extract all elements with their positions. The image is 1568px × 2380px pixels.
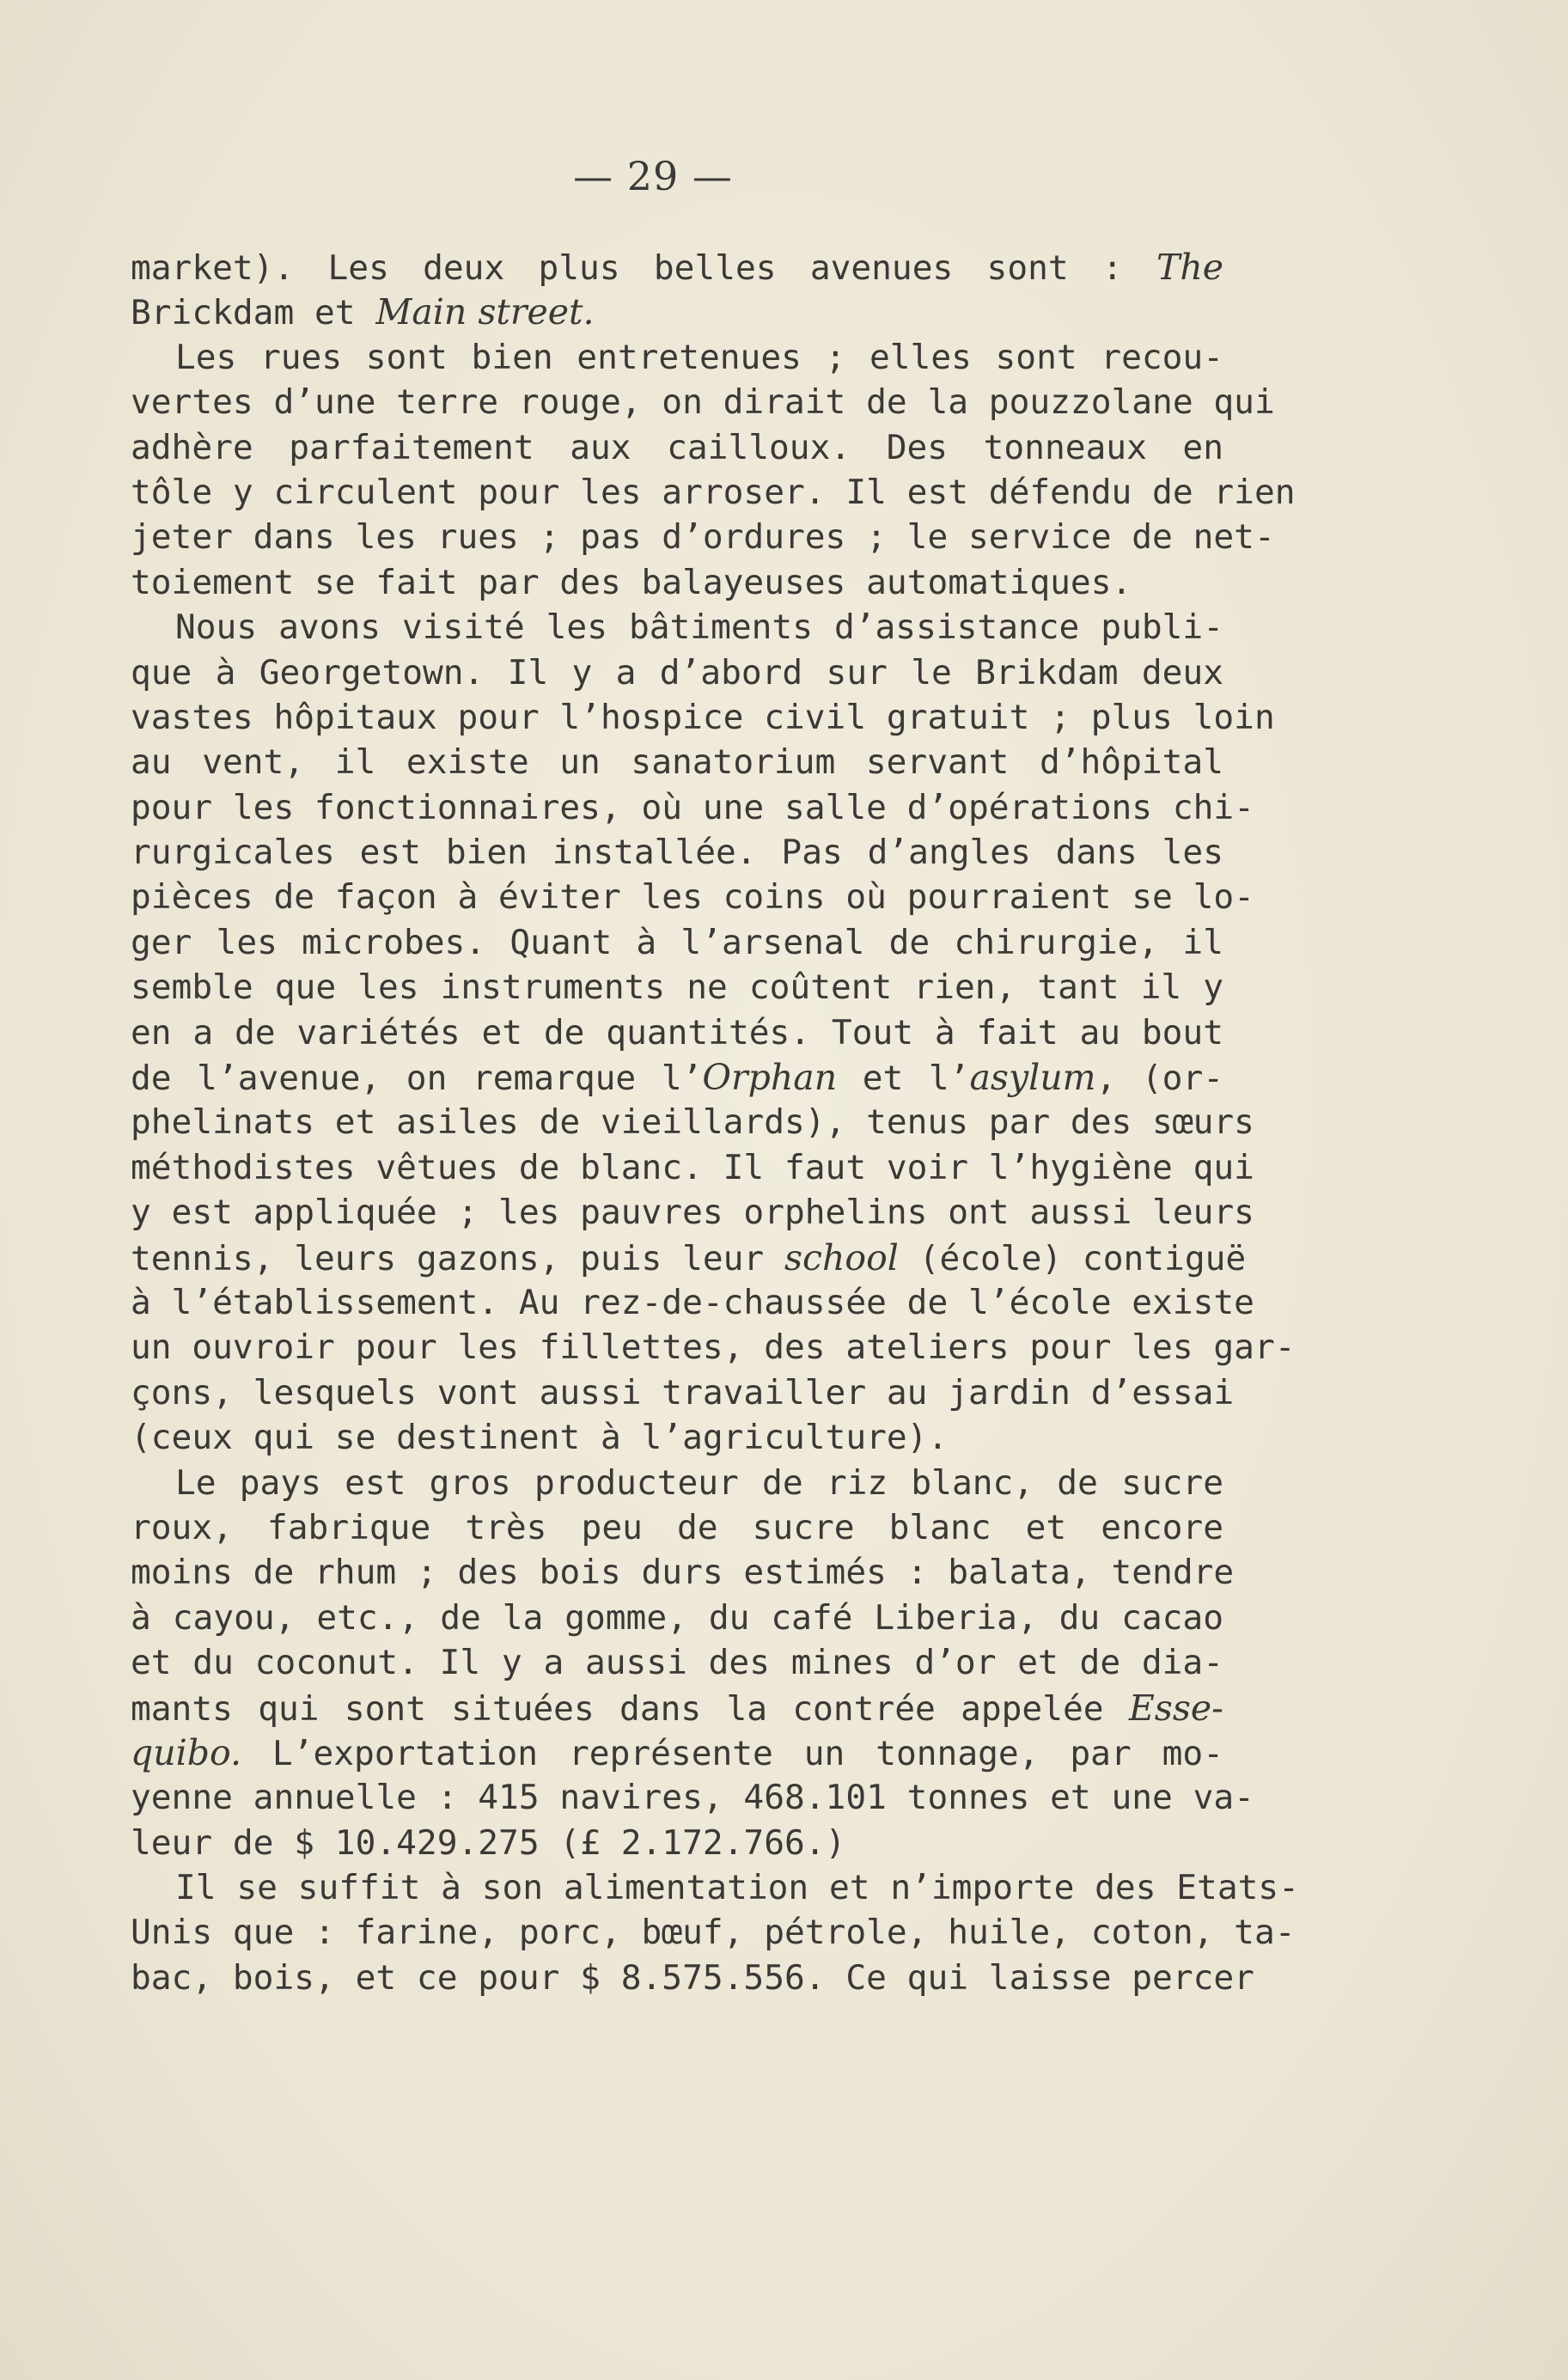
text-segment: tennis, leurs gazons, puis leur [131,1238,784,1278]
text-segment: que à Georgetown. Il y a d’abord sur le Brikdam deux [131,652,1223,693]
body-text [131,245,1299,2000]
text-segment: yenne annuelle : 415 navires, 468.101 tonnes et une va- [131,1778,1254,1818]
text-line [131,1956,1254,2000]
text-segment: (école) contiguë [898,1238,1247,1278]
text-line [131,1415,1223,1460]
text-line [131,425,1223,470]
text-segment: ger les microbes. Quant à l’arsenal de chirurgie, il [131,922,1223,962]
text-segment: y est appliquée ; les pauvres orphelins ont aussi leurs [131,1193,1254,1233]
text-segment: (ceux qui se destinent à l’agriculture). [131,1418,949,1458]
text-segment: The [1156,247,1223,288]
text-segment: de l’avenue, on remarque l’ [131,1059,703,1099]
text-segment: pour les fonctionnaires, où une salle d’opérations chi- [131,787,1254,827]
text-line [131,1190,1254,1235]
text-segment: L’exportation représente un tonnage, par mo- [241,1733,1223,1773]
text-line [131,740,1223,784]
text-segment: et du coconut. Il y a aussi des mines d’or et de dia- [131,1643,1223,1683]
text-line [131,695,1275,740]
text-line [131,1055,1223,1100]
text-segment: Unis que : farine, porc, bœuf, pétrole, huile, coton, ta- [131,1913,1296,1953]
text-line [131,875,1254,919]
text-line [131,1236,1247,1280]
text-segment: adhère parfaitement aux cailloux. Des tonneaux en [131,427,1223,467]
text-segment: rurgicales est bien installée. Pas d’angles dans les [131,833,1223,873]
text-segment: çons, lesquels vont aussi travailler au jardin d’essai [131,1372,1235,1413]
text-line [131,1100,1254,1144]
text-line [131,605,1223,650]
text-line [131,1280,1254,1325]
text-segment: asylum [969,1057,1096,1099]
text-segment: à cayou, etc., de la gomme, du café Liberia, du cacao [131,1597,1223,1638]
text-line [131,1461,1223,1505]
text-segment: mants qui sont situées dans la contrée appelée [131,1688,1129,1729]
text-segment: pièces de façon à éviter les coins où pourraient se lo- [131,877,1254,918]
text-segment: Brickdam et [131,293,376,333]
text-line [131,1325,1296,1370]
text-line [131,1640,1223,1685]
text-segment: un ouvroir pour les fillettes, des ateliers pour les gar- [131,1327,1296,1368]
text-line [131,1145,1254,1190]
text-line [131,920,1223,965]
text-segment: Main street. [375,291,595,333]
text-segment: quibo. [131,1731,242,1773]
page-number: — 29 — [573,153,733,199]
text-line [131,1505,1223,1550]
text-line [131,1910,1296,1955]
text-segment: Nous avons visité les bâtiments d’assistance publi- [175,607,1223,648]
text-line [131,1596,1223,1640]
text-segment: Les rues sont bien entretenues ; elles sont recou- [175,337,1223,377]
text-line [131,1686,1223,1730]
text-segment: moins de rhum ; des bois durs estimés : balata, tendre [131,1553,1235,1593]
text-segment: Esse- [1128,1687,1223,1729]
text-line [131,965,1223,1010]
text-line [131,1370,1235,1415]
text-line [131,650,1223,695]
text-line [131,1550,1235,1595]
text-segment: à l’établissement. Au rez-de-chaussée de l’école existe [131,1282,1254,1322]
text-line [131,515,1275,559]
text-line [131,290,1223,334]
text-segment: toiement se fait par des balayeuses automatiques. [131,562,1132,602]
text-segment: roux, fabrique très peu de sucre blanc et encore [131,1507,1223,1547]
text-line [131,335,1223,380]
text-line [131,470,1296,515]
text-segment: Le pays est gros producteur de riz blanc, de sucre [175,1462,1223,1503]
text-line [131,1865,1299,1910]
text-segment: méthodistes vêtues de blanc. Il faut voir l’hygiène qui [131,1147,1254,1187]
text-segment: et l’ [837,1059,970,1099]
text-line [131,830,1223,875]
text-segment: leur de $ 10.429.275 (£ 2.172.766.) [131,1822,846,1863]
text-segment: vastes hôpitaux pour l’hospice civil gratuit ; plus loin [131,697,1275,737]
text-line [131,785,1254,830]
text-segment: tôle y circulent pour les arroser. Il est défendu de rien [131,472,1296,512]
text-segment: bac, bois, et ce pour $ 8.575.556. Ce qui laisse percer [131,1957,1254,1998]
text-line [131,380,1275,424]
text-line [131,1821,1223,1865]
text-segment: semble que les instruments ne coûtent rien, tant il y [131,967,1223,1008]
text-line [131,560,1223,605]
text-segment: Orphan [702,1057,838,1099]
text-segment: , (or- [1095,1059,1224,1099]
text-segment: jeter dans les rues ; pas d’ordures ; le service de net- [131,517,1275,558]
text-segment: en a de variétés et de quantités. Tout à fait au bout [131,1012,1223,1053]
text-segment: market). Les deux plus belles avenues sont : [131,248,1156,288]
text-segment: phelinats et asiles de vieillards), tenus par des sœurs [131,1102,1254,1143]
text-line [131,245,1223,290]
text-segment: au vent, il existe un sanatorium servant d’hôpital [131,742,1223,783]
text-line [131,1010,1223,1055]
text-line [131,1730,1223,1775]
text-line [131,1775,1254,1820]
text-segment: school [784,1236,899,1278]
text-segment: vertes d’une terre rouge, on dirait de la pouzzolane qui [131,382,1275,423]
text-segment: Il se suffit à son alimentation et n’importe des Etats- [175,1868,1299,1908]
